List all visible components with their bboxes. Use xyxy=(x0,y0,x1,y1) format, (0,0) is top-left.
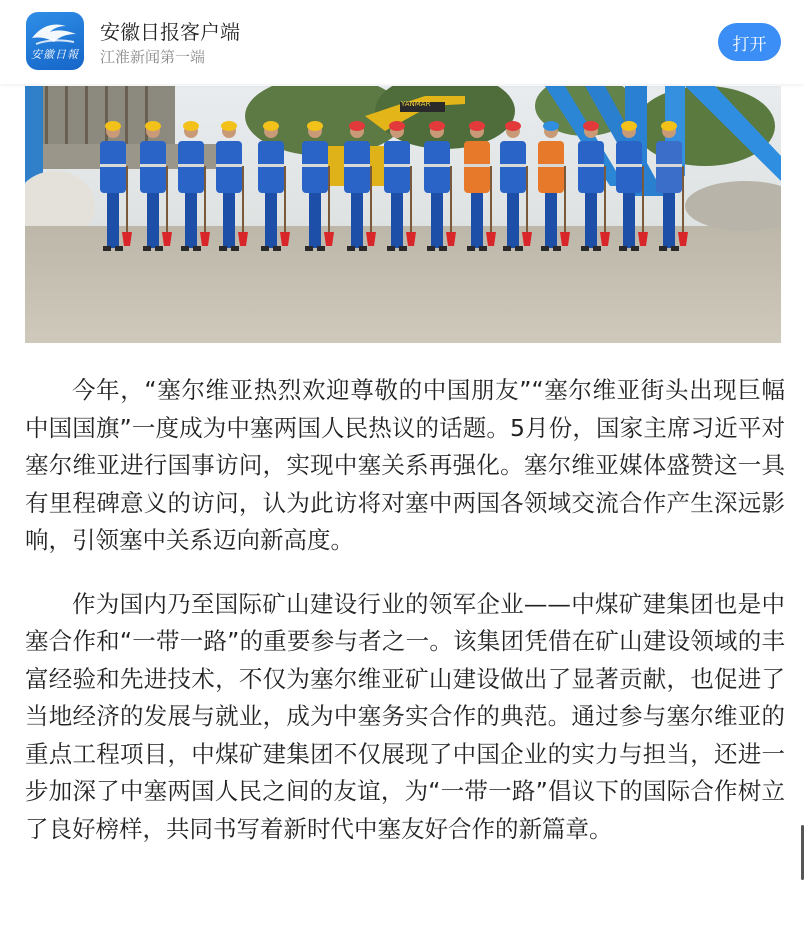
construction-workers-photo xyxy=(25,86,781,343)
logo-text: 安徽日報 xyxy=(31,48,79,61)
app-logo[interactable] xyxy=(26,12,84,70)
app-name: 安徽日报客户端 xyxy=(100,20,240,44)
article-photo xyxy=(25,86,781,343)
open-app-button[interactable]: 打开 xyxy=(718,23,781,61)
article-body xyxy=(25,372,785,874)
article-paragraph: 今年，“塞尔维亚热烈欢迎尊敬的中国朋友”“塞尔维亚街头出现巨幅中国国旗”一度成为中塞两国人民热议的话题。5月份，国家主席习近平对塞尔维亚进行国事访问，实现中塞关系再强化。塞尔维亚媒体盛赞这一具有里程碑意义的访问，认为此访将对塞中两国各领域交流合作产生深远影响，引领塞中关系迈向新高度。 xyxy=(25,376,785,554)
app-download-banner xyxy=(0,0,804,84)
excavator-brand: YANMAR xyxy=(401,100,431,108)
article-paragraph: 作为国内乃至国际矿山建设行业的领军企业——中煤矿建集团也是中塞合作和“一带一路”的重要参与者之一。该集团凭借在矿山建设领域的丰富经验和先进技术，不仅为塞尔维亚矿山建设做出了显著贡献，也促进了当地经济的发展与就业，成为中塞务实合作的典范。通过参与塞尔维亚的重点工程项目，中煤矿建集团不仅展现了中国企业的实力与担当，还进一步加深了中塞两国人民之间的友谊，为“一带一路”倡议下的国际合作树立了良好榜样，共同书写着新时代中塞友好合作的新篇章。 xyxy=(25,589,785,843)
app-slogan: 江淮新闻第一端 xyxy=(100,48,206,66)
